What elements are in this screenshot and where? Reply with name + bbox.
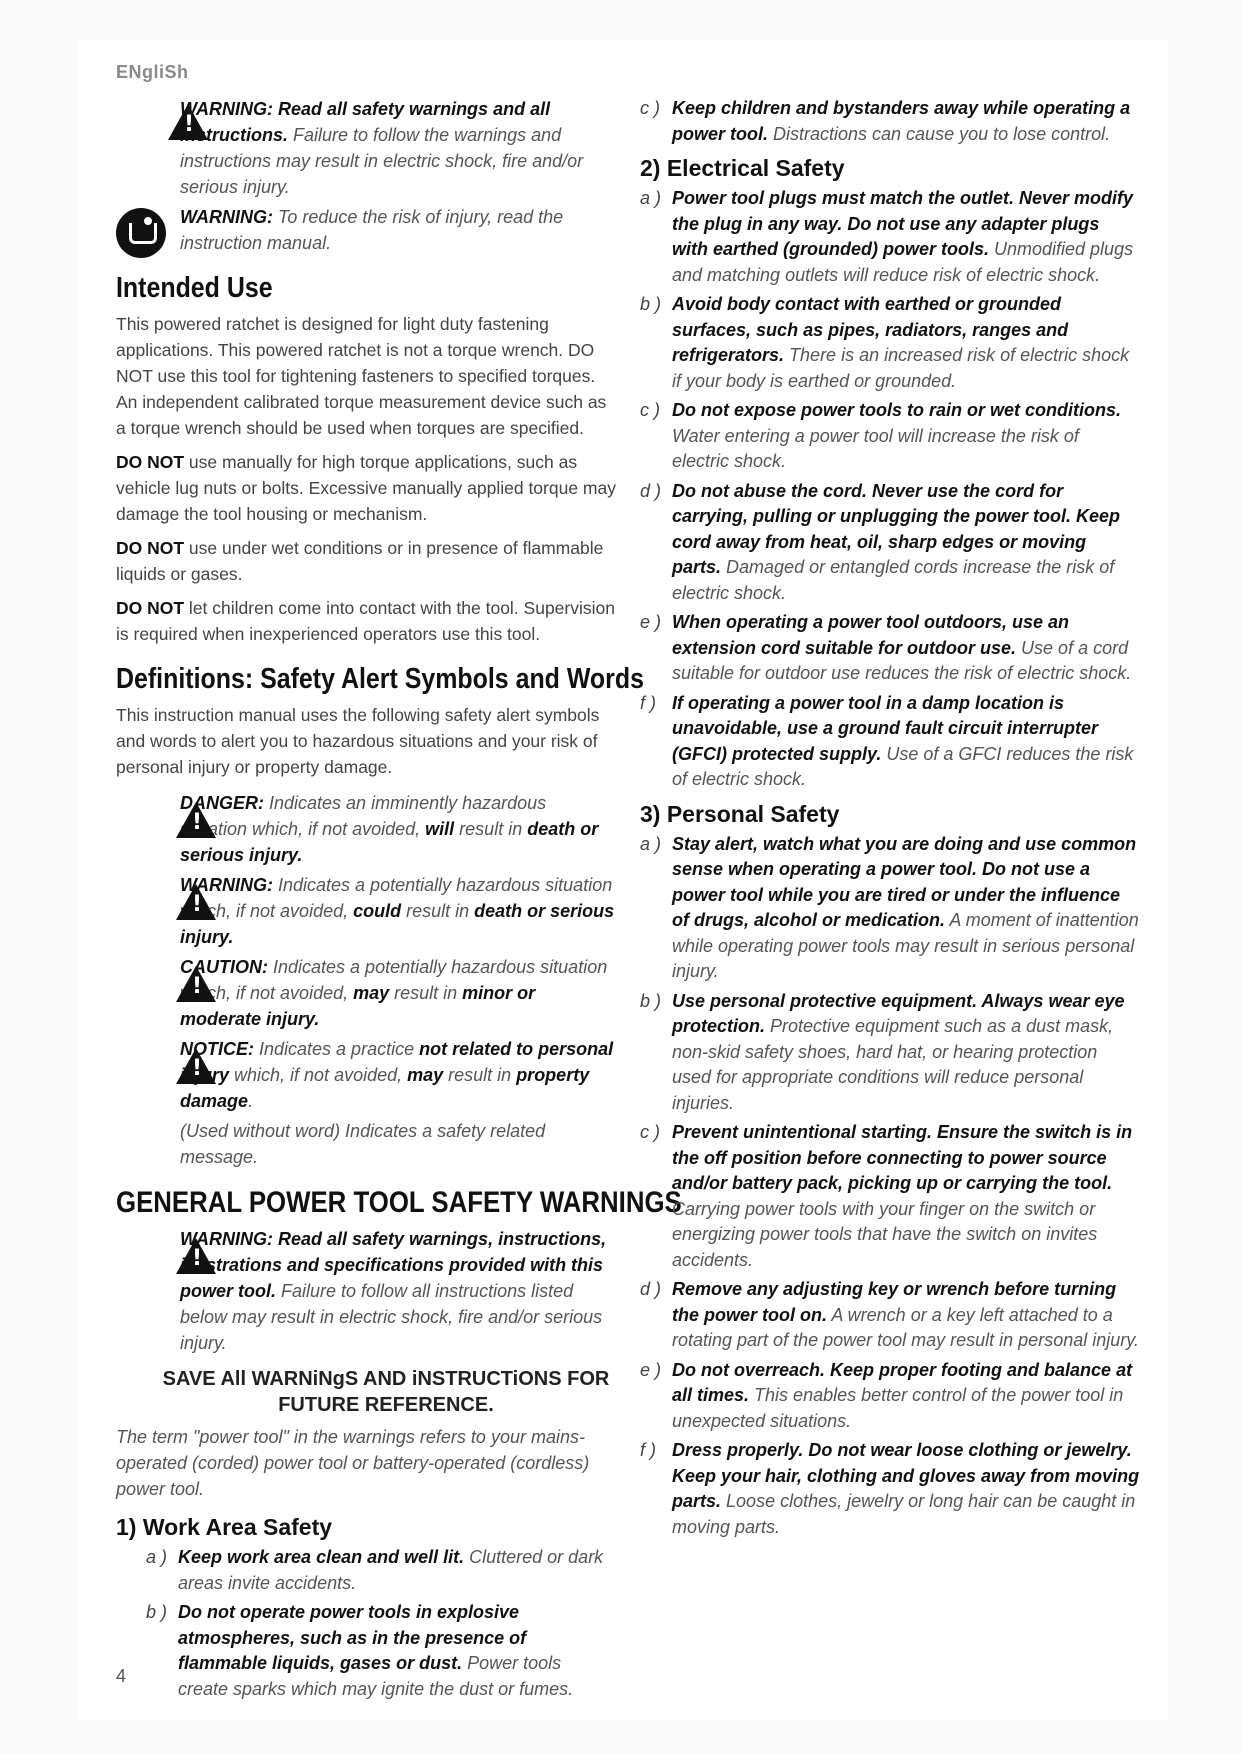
- work-area-item-b: b ) Do not operate power tools in explosive atmospheres, such as in the presence of flammable liquids, gases or dust. Power tools create sparks which may ignite the dust or fumes.: [146, 1602, 574, 1699]
- general-warning-triangle-icon: [176, 1238, 216, 1274]
- definitions-title: Definitions: Safety Alert Symbols and Words: [116, 663, 644, 695]
- definitions-intro: This instruction manual uses the following safety alert symbols and words to alert you to hazardous situations and your risk of personal injury or property damage.: [116, 705, 600, 777]
- work-area-title: 1) Work Area Safety: [116, 1514, 333, 1540]
- notice-triangle-icon: [176, 1048, 216, 1084]
- electrical-item-a: a ) Power tool plugs must match the outlet. Never modify the plug in any way. Do not use any adapter plugs with earthed (grounded) power tools. Unmodified plugs and matching outlets will reduce risk of electric shock.: [640, 188, 1134, 285]
- electrical-item-b: b ) Avoid body contact with earthed or grounded surfaces, such as pipes, radiators, ranges and refrigerators. There is an increased risk of electric shock if your body is earthed or grounded.: [640, 294, 1130, 391]
- danger-triangle-icon: [176, 802, 216, 838]
- electrical-item-e: e ) When operating a power tool outdoors, use an extension cord suitable for outdoor use. Use of a cord suitable for outdoor use reduces the risk of electric shock.: [640, 612, 1132, 683]
- intended-use-p2: DO NOT use manually for high torque applications, such as vehicle lug nuts or bolts. Excessive manually applied torque may damage the tool housing or mechanism.: [116, 452, 616, 524]
- personal-item-b: b ) Use personal protective equipment. Always wear eye protection. Protective equipment such as a dust mask, non-skid safety shoes, hard hat, or hearing protection used for appropriate conditions will reduce personal injuries.: [640, 990, 1125, 1113]
- warning-definition: ! WARNING: Indicates a potentially hazardous situation which, if not avoided, could result in death or serious injury.: [116, 872, 616, 950]
- personal-item-e: e ) Do not overreach. Keep proper footing and balance at all times. This enables better control of the power tool in unexpected situations.: [640, 1359, 1133, 1431]
- electrical-safety-title: 2) Electrical Safety: [640, 155, 845, 181]
- general-warnings-title: GENERAL POWER TOOL SAFETY WARNINGS: [116, 1186, 682, 1219]
- notice-definition: ! NOTICE: Indicates a practice not related to personal injury which, if not avoided, may result in property damage.: [116, 1036, 616, 1114]
- power-tool-term: The term "power tool" in the warnings refers to your mains-operated (corded) power tool or battery-operated (cordless) power tool.: [116, 1427, 590, 1499]
- work-area-item-c: c ) Keep children and bystanders away while operating a power tool. Distractions can cause you to lose control.: [640, 98, 1131, 144]
- page-number: 4: [116, 1666, 127, 1686]
- warning-read-instructions: ! WARNING: Read all safety warnings and all instructions. Failure to follow the warnings and instructions may result in electric shock, fire and/or serious injury.: [116, 96, 616, 200]
- work-area-item-a: a ) Keep work area clean and well lit. Cluttered or dark areas invite accidents.: [146, 1547, 604, 1593]
- electrical-item-c: c ) Do not expose power tools to rain or wet conditions. Water entering a power tool will increase the risk of electric shock.: [640, 400, 1122, 471]
- read-manual-icon: [116, 208, 166, 258]
- warning-triangle-icon: [176, 884, 216, 920]
- electrical-item-f: f ) If operating a power tool in a damp location is unavoidable, use a ground fault circuit interrupter (GFCI) protected supply. Use of a GFCI reduces the risk of electric shock.: [640, 692, 1134, 789]
- intended-use-p4: DO NOT let children come into contact with the tool. Supervision is required when inexperienced operators use this tool.: [116, 598, 615, 644]
- general-warning: ! WARNING: Read all safety warnings, instructions, illustrations and specifications provided with this power tool. Failure to follow all instructions listed below may result in electric shock, fire and/or serious injury.: [116, 1226, 616, 1356]
- electrical-item-d: d ) Do not abuse the cord. Never use the cord for carrying, pulling or unplugging the power tool. Keep cord away from heat, oil, sharp edges or moving parts. Damaged or entangled cords increase the risk of electric shock.: [640, 480, 1120, 603]
- intended-use-p1: This powered ratchet is designed for light duty fastening applications. This powered ratchet is not a torque wrench. DO NOT use this tool for tightening fasteners to specified torques. An independent calibrated torque measurement device such as a torque wrench should be used when torques are specified.: [116, 314, 607, 438]
- save-instructions-notice: SAVE All WARNiNgS AND iNSTRUCTiONS FOR FUTURE REFERENCE.: [162, 1368, 610, 1416]
- personal-item-f: f ) Dress properly. Do not wear loose clothing or jewelry. Keep your hair, clothing and gloves away from moving parts. Loose clothes, jewelry or long hair can be caught in moving parts.: [640, 1440, 1140, 1537]
- no-word-definition: (Used without word) Indicates a safety related message.: [180, 1121, 546, 1167]
- warning-triangle-icon: [168, 104, 208, 140]
- personal-item-d: d ) Remove any adjusting key or wrench before turning the power tool on. A wrench or a key left attached to a rotating part of the power tool may result in personal injury.: [640, 1279, 1139, 1350]
- right-column: [640, 96, 1140, 1544]
- intended-use-p3: DO NOT use under wet conditions or in presence of flammable liquids or gases.: [116, 538, 604, 584]
- personal-item-a: a ) Stay alert, watch what you are doing and use common sense when operating a power tool. Do not use a power tool while you are tired or under the influence of drugs, alcohol or medication. A moment of inattention while operating power tools may result in serious personal injury.: [640, 833, 1139, 981]
- caution-triangle-icon: [176, 966, 216, 1002]
- danger-definition: ! DANGER: Indicates an imminently hazardous situation which, if not avoided, will result in death or serious injury.: [116, 790, 616, 868]
- personal-item-c: c ) Prevent unintentional starting. Ensure the switch is in the off position before connecting to power source and/or battery pack, picking up or carrying the tool. Carrying power tools with your finger on the switch or energizing power tools that have the switch on invites accidents.: [640, 1122, 1133, 1270]
- caution-definition: ! CAUTION: Indicates a potentially hazardous situation which, if not avoided, may result in minor or moderate injury.: [116, 954, 616, 1032]
- language-header: ENgliSh: [116, 62, 189, 82]
- left-column: [116, 96, 682, 1706]
- personal-safety-title: 3) Personal Safety: [640, 800, 840, 827]
- warning-read-manual: WARNING: To reduce the risk of injury, read the instruction manual.: [116, 204, 616, 256]
- intended-use-title: Intended Use: [116, 272, 273, 304]
